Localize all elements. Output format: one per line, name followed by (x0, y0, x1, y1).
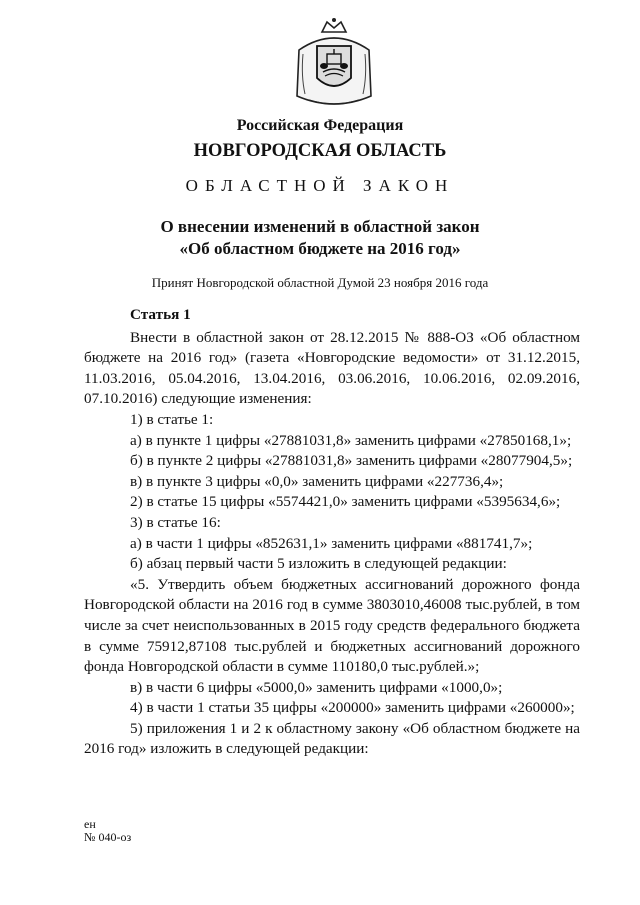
paragraph-item-2: 2) в статье 15 цифры «5574421,0» заменить цифрами «5395634,6»; (130, 493, 561, 511)
paragraph-item-3v: в) в части 6 цифры «5000,0» заменить цифрами «1000,0»; (130, 678, 503, 696)
paragraph-quote-5: «5. Утвердить объем бюджетных ассигнований дорожного фонда Новгородской области на 2016 год в сумме 3803010,46008 тыс.рублей, в том числе за счет неиспользованных в 2015 году средств федерального бюджета в сумме 75912,87108 тыс.рублей и бюджетных ассигнований дорожного фонда Новгородской области в сумме 110180,0 тыс.рублей.»; (84, 575, 580, 676)
paragraph-item-3a: а) в части 1 цифры «852631,1» заменить цифрами «881741,7»; (130, 534, 533, 552)
region-heading: НОВГОРОДСКАЯ ОБЛАСТЬ (193, 141, 447, 161)
law-title-line-2: «Об областном бюджете на 2016 год» (179, 239, 461, 258)
paragraph-item-3b: б) абзац первый части 5 изложить в следующей редакции: (130, 555, 507, 573)
country-heading: Российская Федерация (236, 117, 404, 134)
paragraph-item-3: 3) в статье 16: (130, 513, 221, 531)
adoption-note: Принят Новгородской областной Думой 23 ноября 2016 года (151, 275, 489, 290)
footer-initials: ен (84, 817, 96, 831)
article-heading: Статья 1 (130, 306, 191, 323)
paragraph-item-4: 4) в части 1 статьи 35 цифры «200000» заменить цифрами «260000»; (130, 699, 575, 717)
law-title (0, 216, 640, 260)
law-body (84, 305, 580, 760)
footer-registry (84, 818, 131, 844)
coat-of-arms-icon (289, 16, 379, 116)
paragraph-intro: Внести в областной закон от 28.12.2015 № 888-ОЗ «Об областном бюджете на 2016 год» (газета «Новгородские ведомости» от 31.12.2015, 11.03.2016, 05.04.2016, 13.04.2016, 03.06.2016, 10.06.2016, 02.09.2016, 07.10.2016) следующие изменения: (84, 328, 580, 408)
law-title-line-1: О внесении изменений в областной закон (160, 217, 480, 236)
document-type-heading: ОБЛАСТНОЙ ЗАКОН (185, 176, 455, 195)
paragraph-item-1b: б) в пункте 2 цифры «27881031,8» заменить цифрами «28077904,5»; (130, 452, 573, 470)
paragraph-item-1v: в) в пункте 3 цифры «0,0» заменить цифрами «227736,4»; (130, 472, 504, 490)
footer-number: № 040-оз (84, 830, 132, 844)
paragraph-item-5: 5) приложения 1 и 2 к областному закону «Об областном бюджете на 2016 год» изложить в следующей редакции: (84, 719, 580, 758)
paragraph-item-1: 1) в статье 1: (130, 410, 214, 428)
paragraph-item-1a: а) в пункте 1 цифры «27881031,8» заменить цифрами «27850168,1»; (130, 431, 572, 449)
